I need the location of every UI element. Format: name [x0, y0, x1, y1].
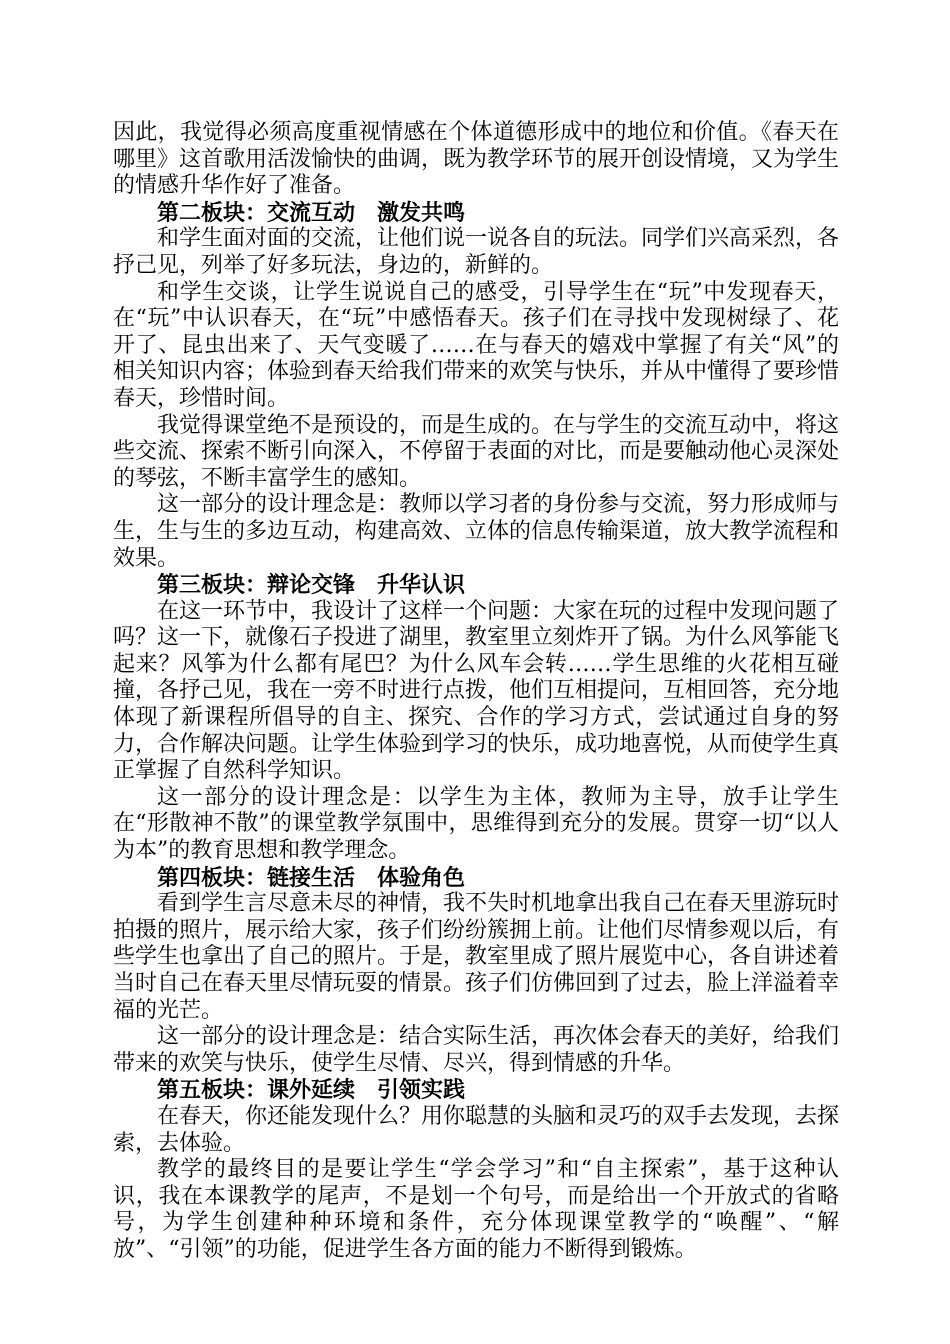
paragraph-6: 在这一环节中，我设计了这样一个问题：大家在玩的过程中发现问题了吗？这一下，就像石子投进了湖里，教室里立刻炸开了锅。为什么风筝能飞起来？风筝为什么都有尾巴？为什么风车会转……学生思维的火花相互碰撞，各抒己见，我在一旁不时进行点拨，他们互相提问，互相回答，充分地体现了新课程所倡导的自主、探究、合作的学习方式，尝试通过自身的努力，合作解决问题。让学生体验到学习的快乐，成功地喜悦，从而使学生真正掌握了自然科学知识。 [113, 598, 840, 784]
section-heading-5: 第五板块：课外延续 引领实践 [157, 1077, 466, 1104]
section-heading-4: 第四板块：链接生活 体验角色 [157, 864, 466, 891]
paragraph-3: 和学生交谈，让学生说说自己的感受，引导学生在“玩”中发现春天，在“玩”中认识春天，在“玩”中感悟春天。孩子们在寻找中发现树绿了、花开了、昆虫出来了、天气变暖了……在与春天的嬉戏中掌握了有关“风”的相关知识内容；体验到春天给我们带来的欢笑与快乐，并从中懂得了要珍惜春天，珍惜时间。 [113, 279, 840, 411]
section-heading-3: 第三板块：辩论交锋 升华认识 [157, 572, 466, 599]
paragraph-5: 这一部分的设计理念是：教师以学习者的身份参与交流，努力形成师与生，生与生的多边互动，构建高效、立体的信息传输渠道，放大教学流程和效果。 [113, 492, 840, 571]
section-heading-2: 第二板块：交流互动 激发共鸣 [157, 199, 466, 226]
paragraph-11: 教学的最终目的是要让学生“学会学习”和“自主探索”，基于这种认识，我在本课教学的尾声，不是划一个句号，而是给出一个开放式的省略号，为学生创建种种环境和条件，充分体现课堂教学的“唤醒”、“解放”、“引领”的功能，促进学生各方面的能力不断得到锻炼。 [113, 1157, 839, 1262]
paragraph-8: 看到学生言尽意未尽的神情，我不失时机地拿出我自己在春天里游玩时拍摄的照片，展示给大家，孩子们纷纷簇拥上前。让他们尽情参观以后，有些学生也拿出了自己的照片。于是，教室里成了照片展览中心，各自讲述着当时自己在春天里尽情玩耍的情景。孩子们仿佛回到了过去，脸上洋溢着幸福的光芒。 [113, 891, 840, 1023]
paragraph-2: 和学生面对面的交流，让他们说一说各自的玩法。同学们兴高采烈，各抒己见，列举了好多玩法，身边的，新鲜的。 [113, 226, 840, 278]
paragraph-7: 这一部分的设计理念是：以学生为主体，教师为主导，放手让学生在“形散神不散”的课堂教学氛围中，思维得到充分的发展。贯穿一切“以人为本”的教育思想和教学理念。 [113, 784, 839, 864]
paragraph-1: 因此，我觉得必须高度重视情感在个体道德形成中的地位和价值。《春天在哪里》这首歌用活泼愉快的曲调，既为教学环节的展开创设情境，又为学生的情感升华作好了准备。 [113, 120, 840, 199]
document-body [113, 120, 839, 1264]
paragraph-4: 我觉得课堂绝不是预设的，而是生成的。在与学生的交流互动中，将这些交流、探索不断引向深入，不停留于表面的对比，而是要触动他心灵深处的琴弦，不断丰富学生的感知。 [113, 412, 840, 491]
paragraph-9: 这一部分的设计理念是：结合实际生活，再次体会春天的美好，给我们带来的欢笑与快乐，使学生尽情、尽兴，得到情感的升华。 [113, 1024, 840, 1076]
paragraph-10: 在春天，你还能发现什么？用你聪慧的头脑和灵巧的双手去发现，去探索，去体验。 [113, 1103, 840, 1156]
